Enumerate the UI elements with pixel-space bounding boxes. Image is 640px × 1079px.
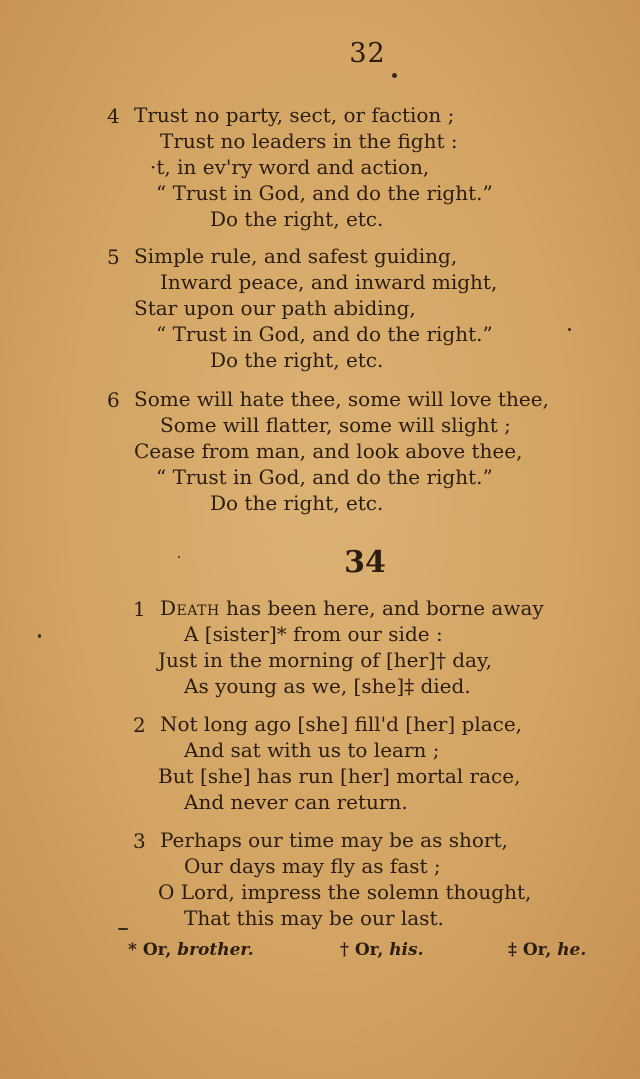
paper-speck <box>38 634 41 638</box>
verse-line: Do the right, etc. <box>210 491 384 515</box>
verse-line: Star upon our path abiding, <box>134 296 416 320</box>
verse-line: Not long ago [she] fill'd [her] place, <box>160 712 523 736</box>
stanza-number: 4 <box>107 104 120 128</box>
verse-line: Trust no party, sect, or faction ; <box>134 103 455 127</box>
verse-line: Inward peace, and inward might, <box>160 270 498 294</box>
first-line-rest: has been here, and borne away <box>219 596 544 620</box>
verse-line: “ Trust in God, and do the right.” <box>156 322 493 346</box>
paper-speck <box>118 928 128 930</box>
verse-line: Trust no leaders in the fight : <box>160 129 458 153</box>
verse-line: Just in the morning of [her]† day, <box>158 648 492 672</box>
verse-line: As young as we, [she]‡ died. <box>184 674 471 698</box>
paper-speck <box>392 73 397 78</box>
paper-speck <box>178 556 180 558</box>
verse-line: And sat with us to learn ; <box>184 738 440 762</box>
hymn-number: 34 <box>344 545 386 580</box>
verse-line: O Lord, impress the solemn thought, <box>158 880 532 904</box>
verse-line-first <box>160 595 544 621</box>
verse-line: Perhaps our time may be as short, <box>160 828 508 852</box>
footnote-mark: ‡ <box>508 940 517 960</box>
verse-line: Some will flatter, some will slight ; <box>160 413 511 437</box>
verse-line: Our days may fly as fast ; <box>184 854 441 878</box>
footnote-mark: † <box>340 940 349 960</box>
footnote-prefix: Or, <box>522 940 558 960</box>
verse-line: But [she] has run [her] mortal race, <box>158 764 521 788</box>
stanza-number: 1 <box>133 597 146 621</box>
verse-line: “ Trust in God, and do the right.” <box>156 181 493 205</box>
stanza-number: 6 <box>107 388 120 412</box>
footnote-word: he. <box>557 940 587 960</box>
verse-line: Do the right, etc. <box>210 207 384 231</box>
footnote-mark: * <box>128 940 137 960</box>
verse-line: That this may be our last. <box>184 906 444 930</box>
footnote-she <box>508 940 586 960</box>
footnote-sister <box>128 940 254 960</box>
footnote-word: brother. <box>177 940 254 960</box>
footnote-prefix: Or, <box>142 940 178 960</box>
page-number: 32 <box>349 38 386 69</box>
stanza-number: 2 <box>133 713 146 737</box>
verse-line: Cease from man, and look above thee, <box>134 439 523 463</box>
stanza-number: 5 <box>107 245 120 269</box>
verse-line: ·t, in ev'ry word and action, <box>150 155 430 179</box>
verse-line: “ Trust in God, and do the right.” <box>156 465 493 489</box>
stanza-number: 3 <box>133 829 146 853</box>
first-word: Death <box>160 596 220 620</box>
verse-line: Simple rule, and safest guiding, <box>134 244 458 268</box>
footnote-word: his. <box>389 940 424 960</box>
footnote-prefix: Or, <box>354 940 390 960</box>
verse-line: Do the right, etc. <box>210 348 384 372</box>
footnote-her <box>340 940 424 960</box>
verse-line: A [sister]* from our side : <box>184 622 443 646</box>
verse-line: And never can return. <box>184 790 408 814</box>
paper-speck <box>568 328 571 331</box>
verse-line: Some will hate thee, some will love thee, <box>134 387 549 411</box>
